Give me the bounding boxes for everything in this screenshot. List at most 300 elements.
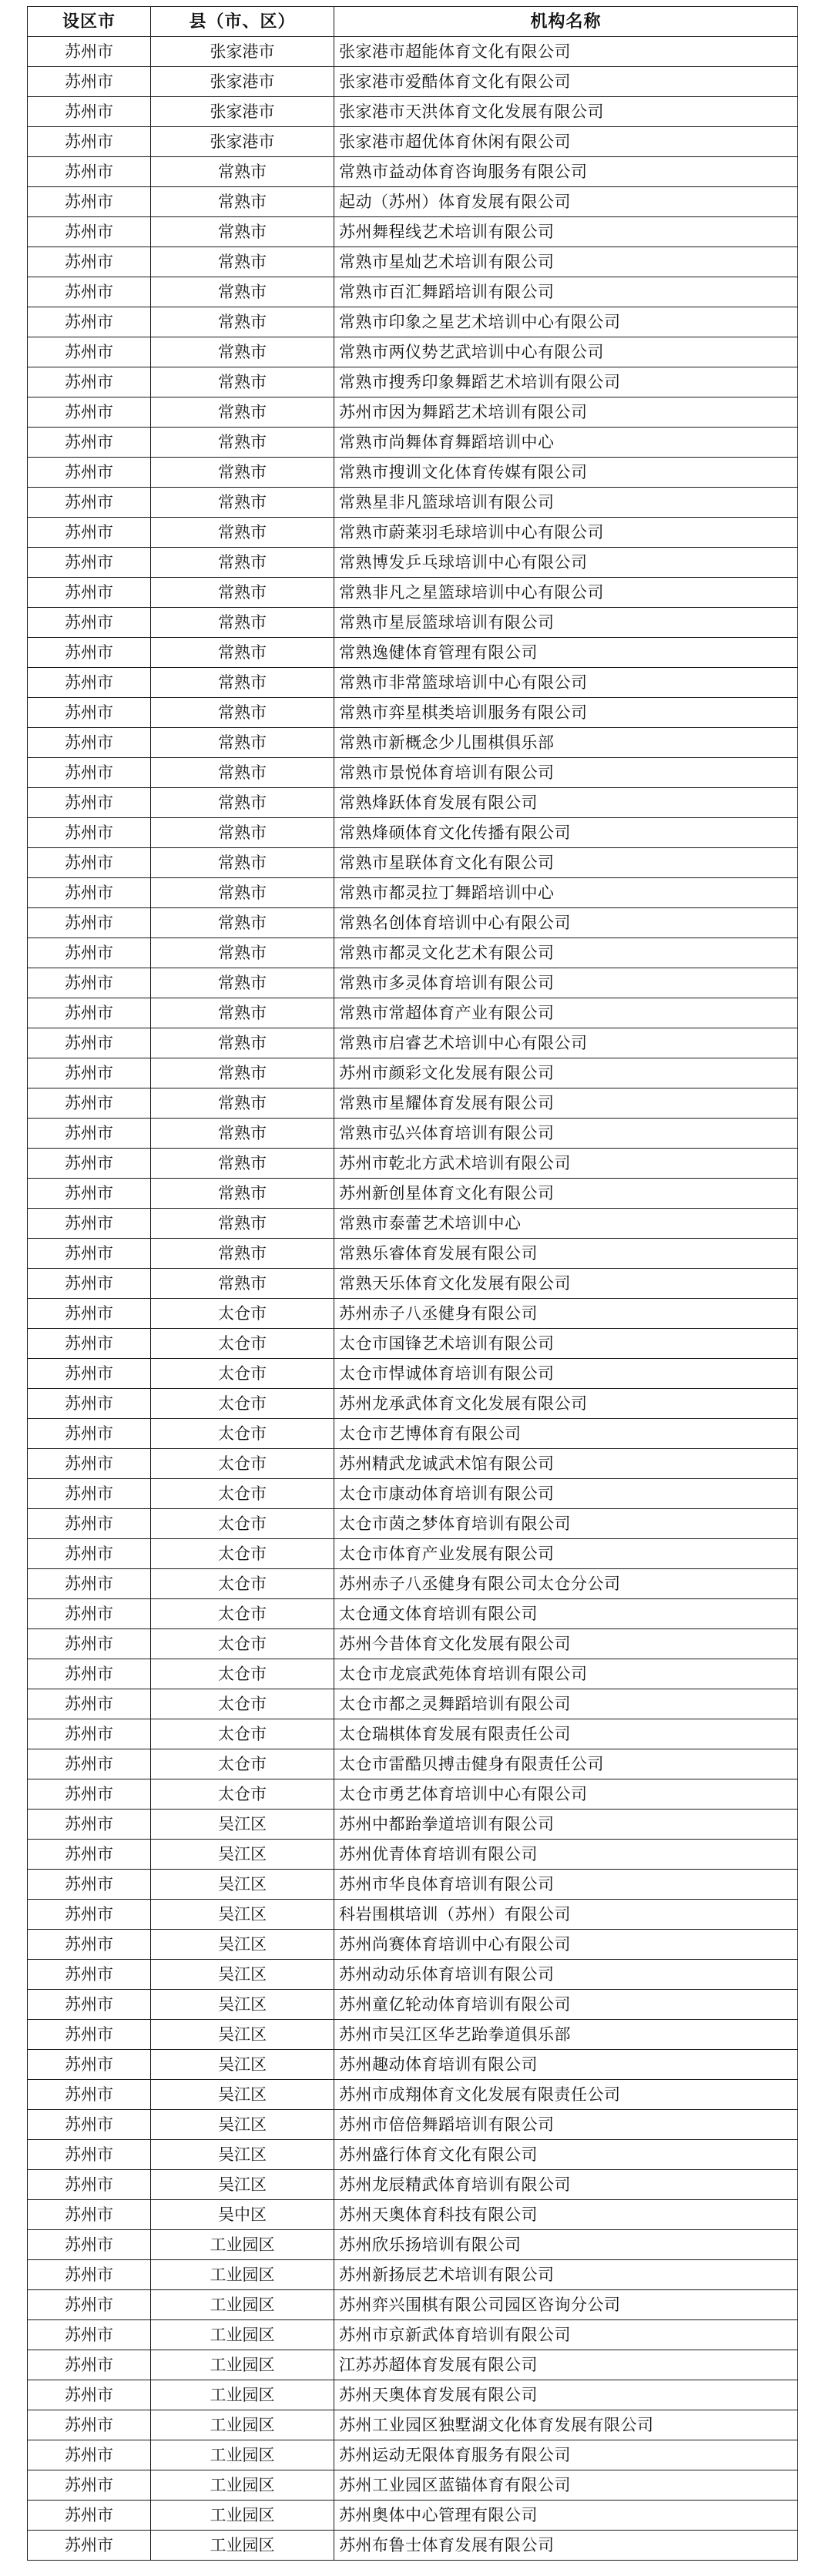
cell-city: 苏州市	[28, 1900, 151, 1930]
table-row	[28, 1299, 798, 1329]
cell-city: 苏州市	[28, 1749, 151, 1779]
cell-county: 吴江区	[151, 2110, 334, 2140]
cell-county: 常熟市	[151, 1058, 334, 1088]
table-row	[28, 1389, 798, 1419]
cell-county: 常熟市	[151, 1209, 334, 1239]
cell-org-name: 苏州市吴江区华艺跆拳道俱乐部	[334, 2020, 798, 2050]
cell-org-name: 苏州欣乐扬培训有限公司	[334, 2230, 798, 2260]
cell-org-name: 常熟市泰蕾艺术培训中心	[334, 1209, 798, 1239]
cell-city: 苏州市	[28, 1239, 151, 1269]
cell-city: 苏州市	[28, 1960, 151, 1990]
cell-county: 工业园区	[151, 2350, 334, 2380]
cell-city: 苏州市	[28, 127, 151, 157]
cell-org-name: 张家港市天洪体育文化发展有限公司	[334, 97, 798, 127]
cell-county: 工业园区	[151, 2320, 334, 2350]
cell-city: 苏州市	[28, 2020, 151, 2050]
cell-city: 苏州市	[28, 1569, 151, 1599]
cell-org-name: 苏州市京新武体育培训有限公司	[334, 2320, 798, 2350]
cell-org-name: 常熟博发乒乓球培训中心有限公司	[334, 548, 798, 578]
table-row	[28, 247, 798, 277]
table-row	[28, 337, 798, 367]
cell-city: 苏州市	[28, 1088, 151, 1119]
cell-city: 苏州市	[28, 1359, 151, 1389]
table-row	[28, 127, 798, 157]
cell-org-name: 常熟市常超体育产业有限公司	[334, 998, 798, 1028]
cell-org-name: 常熟市印象之星艺术培训中心有限公司	[334, 307, 798, 337]
table-row	[28, 2290, 798, 2320]
cell-org-name: 苏州龙辰精武体育培训有限公司	[334, 2170, 798, 2200]
cell-city: 苏州市	[28, 428, 151, 458]
cell-county: 张家港市	[151, 127, 334, 157]
cell-city: 苏州市	[28, 2440, 151, 2470]
table-row	[28, 1209, 798, 1239]
cell-org-name: 常熟逸健体育管理有限公司	[334, 638, 798, 668]
cell-county: 工业园区	[151, 2440, 334, 2470]
cell-org-name: 常熟烽跃体育发展有限公司	[334, 788, 798, 818]
cell-org-name: 太仓通文体育培训有限公司	[334, 1599, 798, 1629]
cell-org-name: 苏州趣动体育培训有限公司	[334, 2050, 798, 2080]
cell-org-name: 苏州工业园区独墅湖文化体育发展有限公司	[334, 2410, 798, 2440]
cell-city: 苏州市	[28, 2350, 151, 2380]
cell-county: 常熟市	[151, 217, 334, 247]
table-row	[28, 1990, 798, 2020]
cell-org-name: 常熟市星辰篮球培训有限公司	[334, 608, 798, 638]
cell-city: 苏州市	[28, 818, 151, 848]
cell-county: 常熟市	[151, 968, 334, 998]
table-row	[28, 1419, 798, 1449]
cell-county: 吴江区	[151, 1810, 334, 1840]
cell-county: 太仓市	[151, 1359, 334, 1389]
cell-county: 常熟市	[151, 668, 334, 698]
cell-org-name: 苏州市成翔体育文化发展有限责任公司	[334, 2080, 798, 2110]
table-row	[28, 1028, 798, 1058]
cell-org-name: 太仓市龙宸武苑体育培训有限公司	[334, 1659, 798, 1689]
cell-org-name: 常熟市非常篮球培训中心有限公司	[334, 668, 798, 698]
cell-city: 苏州市	[28, 2200, 151, 2230]
table-row	[28, 1930, 798, 1960]
header-county: 县（市、区）	[151, 7, 334, 37]
cell-county: 太仓市	[151, 1509, 334, 1539]
table-row	[28, 1840, 798, 1870]
cell-city: 苏州市	[28, 2170, 151, 2200]
cell-county: 常熟市	[151, 187, 334, 217]
table-row	[28, 1088, 798, 1119]
cell-county: 工业园区	[151, 2380, 334, 2410]
table-row	[28, 217, 798, 247]
table-row	[28, 97, 798, 127]
cell-county: 太仓市	[151, 1539, 334, 1569]
cell-org-name: 太仓市康动体育培训有限公司	[334, 1479, 798, 1509]
cell-county: 常熟市	[151, 998, 334, 1028]
table-row	[28, 2260, 798, 2290]
table-row	[28, 1179, 798, 1209]
cell-city: 苏州市	[28, 2410, 151, 2440]
cell-city: 苏州市	[28, 788, 151, 818]
cell-city: 苏州市	[28, 848, 151, 878]
cell-org-name: 常熟星非凡篮球培训有限公司	[334, 488, 798, 518]
table-row	[28, 397, 798, 428]
cell-city: 苏州市	[28, 337, 151, 367]
cell-city: 苏州市	[28, 878, 151, 908]
cell-city: 苏州市	[28, 1028, 151, 1058]
cell-city: 苏州市	[28, 2260, 151, 2290]
cell-org-name: 常熟烽硕体育文化传播有限公司	[334, 818, 798, 848]
cell-city: 苏州市	[28, 2110, 151, 2140]
table-row	[28, 1149, 798, 1179]
cell-county: 常熟市	[151, 277, 334, 307]
cell-city: 苏州市	[28, 277, 151, 307]
cell-org-name: 常熟市多灵体育培训有限公司	[334, 968, 798, 998]
cell-city: 苏州市	[28, 2230, 151, 2260]
table-row	[28, 2050, 798, 2080]
cell-county: 常熟市	[151, 878, 334, 908]
cell-city: 苏州市	[28, 458, 151, 488]
table-row	[28, 788, 798, 818]
cell-county: 太仓市	[151, 1389, 334, 1419]
cell-county: 吴江区	[151, 1870, 334, 1900]
cell-county: 吴江区	[151, 1840, 334, 1870]
cell-city: 苏州市	[28, 578, 151, 608]
cell-county: 工业园区	[151, 2470, 334, 2501]
table-header-row	[28, 7, 798, 37]
cell-org-name: 苏州工业园区蓝锚体育有限公司	[334, 2470, 798, 2501]
table-row	[28, 1779, 798, 1810]
table-row	[28, 1870, 798, 1900]
cell-county: 太仓市	[151, 1599, 334, 1629]
cell-org-name: 太仓市雷酷贝搏击健身有限责任公司	[334, 1749, 798, 1779]
cell-county: 工业园区	[151, 2230, 334, 2260]
cell-city: 苏州市	[28, 1870, 151, 1900]
cell-city: 苏州市	[28, 758, 151, 788]
cell-city: 苏州市	[28, 938, 151, 968]
cell-county: 常熟市	[151, 848, 334, 878]
cell-org-name: 苏州布鲁士体育发展有限公司	[334, 2531, 798, 2561]
table-row	[28, 1449, 798, 1479]
table-row	[28, 2410, 798, 2440]
cell-county: 工业园区	[151, 2531, 334, 2561]
cell-city: 苏州市	[28, 367, 151, 397]
cell-org-name: 苏州市因为舞蹈艺术培训有限公司	[334, 397, 798, 428]
cell-county: 太仓市	[151, 1419, 334, 1449]
cell-city: 苏州市	[28, 1629, 151, 1659]
cell-org-name: 苏州中都跆拳道培训有限公司	[334, 1810, 798, 1840]
table-row	[28, 1719, 798, 1749]
cell-city: 苏州市	[28, 1389, 151, 1419]
cell-org-name: 太仓市茵之梦体育培训有限公司	[334, 1509, 798, 1539]
cell-city: 苏州市	[28, 698, 151, 728]
cell-org-name: 苏州盛行体育文化有限公司	[334, 2140, 798, 2170]
table-row	[28, 2080, 798, 2110]
cell-city: 苏州市	[28, 518, 151, 548]
cell-city: 苏州市	[28, 1058, 151, 1088]
cell-county: 太仓市	[151, 1449, 334, 1479]
cell-county: 张家港市	[151, 37, 334, 67]
cell-org-name: 常熟市弘兴体育培训有限公司	[334, 1119, 798, 1149]
cell-city: 苏州市	[28, 97, 151, 127]
cell-org-name: 苏州赤子八丞健身有限公司太仓分公司	[334, 1569, 798, 1599]
cell-county: 常熟市	[151, 578, 334, 608]
cell-county: 常熟市	[151, 157, 334, 187]
cell-org-name: 苏州天奥体育科技有限公司	[334, 2200, 798, 2230]
cell-city: 苏州市	[28, 1930, 151, 1960]
table-row	[28, 2110, 798, 2140]
cell-org-name: 苏州新创星体育文化有限公司	[334, 1179, 798, 1209]
cell-org-name: 常熟天乐体育文化发展有限公司	[334, 1269, 798, 1299]
table-row	[28, 2140, 798, 2170]
header-city: 设区市	[28, 7, 151, 37]
cell-county: 太仓市	[151, 1689, 334, 1719]
table-row	[28, 488, 798, 518]
table-row	[28, 818, 798, 848]
cell-county: 常熟市	[151, 1149, 334, 1179]
table-row	[28, 2380, 798, 2410]
cell-city: 苏州市	[28, 397, 151, 428]
cell-city: 苏州市	[28, 157, 151, 187]
table-row	[28, 367, 798, 397]
cell-org-name: 张家港市超能体育文化有限公司	[334, 37, 798, 67]
cell-county: 常熟市	[151, 247, 334, 277]
cell-org-name: 苏州天奥体育发展有限公司	[334, 2380, 798, 2410]
cell-county: 常熟市	[151, 818, 334, 848]
table-body	[28, 37, 798, 2561]
table-row	[28, 2020, 798, 2050]
table-row	[28, 2501, 798, 2531]
table-row	[28, 2531, 798, 2561]
cell-county: 吴中区	[151, 2200, 334, 2230]
table-row	[28, 1239, 798, 1269]
table-row	[28, 1479, 798, 1509]
cell-county: 工业园区	[151, 2501, 334, 2531]
cell-county: 常熟市	[151, 1119, 334, 1149]
cell-org-name: 苏州市乾北方武术培训有限公司	[334, 1149, 798, 1179]
table-row	[28, 668, 798, 698]
cell-county: 常熟市	[151, 307, 334, 337]
table-row	[28, 1629, 798, 1659]
cell-org-name: 太仓市艺博体育有限公司	[334, 1419, 798, 1449]
table-row	[28, 67, 798, 97]
cell-county: 吴江区	[151, 2080, 334, 2110]
table-row	[28, 1119, 798, 1149]
cell-city: 苏州市	[28, 1659, 151, 1689]
cell-county: 工业园区	[151, 2410, 334, 2440]
cell-org-name: 苏州市颜彩文化发展有限公司	[334, 1058, 798, 1088]
cell-org-name: 常熟市启睿艺术培训中心有限公司	[334, 1028, 798, 1058]
table-row	[28, 728, 798, 758]
cell-org-name: 常熟市弈星棋类培训服务有限公司	[334, 698, 798, 728]
table-row	[28, 1599, 798, 1629]
cell-city: 苏州市	[28, 2050, 151, 2080]
cell-city: 苏州市	[28, 1779, 151, 1810]
cell-city: 苏州市	[28, 1810, 151, 1840]
table-row	[28, 1509, 798, 1539]
cell-city: 苏州市	[28, 908, 151, 938]
cell-county: 常熟市	[151, 458, 334, 488]
cell-county: 太仓市	[151, 1299, 334, 1329]
cell-city: 苏州市	[28, 968, 151, 998]
cell-org-name: 苏州今昔体育文化发展有限公司	[334, 1629, 798, 1659]
cell-org-name: 苏州动动乐体育培训有限公司	[334, 1960, 798, 1990]
table-row	[28, 998, 798, 1028]
table-row	[28, 848, 798, 878]
cell-org-name: 苏州运动无限体育服务有限公司	[334, 2440, 798, 2470]
cell-city: 苏州市	[28, 638, 151, 668]
cell-org-name: 苏州奥体中心管理有限公司	[334, 2501, 798, 2531]
cell-city: 苏州市	[28, 548, 151, 578]
table-row	[28, 2440, 798, 2470]
cell-city: 苏州市	[28, 1329, 151, 1359]
cell-county: 吴江区	[151, 1960, 334, 1990]
table-row	[28, 2170, 798, 2200]
cell-org-name: 常熟市星耀体育发展有限公司	[334, 1088, 798, 1119]
cell-county: 太仓市	[151, 1659, 334, 1689]
table-row	[28, 548, 798, 578]
table-row	[28, 157, 798, 187]
cell-county: 常熟市	[151, 758, 334, 788]
table-row	[28, 1659, 798, 1689]
cell-city: 苏州市	[28, 2320, 151, 2350]
organization-table	[27, 6, 798, 2561]
table-row	[28, 277, 798, 307]
cell-county: 太仓市	[151, 1479, 334, 1509]
cell-org-name: 科岩围棋培训（苏州）有限公司	[334, 1900, 798, 1930]
cell-county: 太仓市	[151, 1749, 334, 1779]
cell-city: 苏州市	[28, 1419, 151, 1449]
cell-city: 苏州市	[28, 37, 151, 67]
cell-org-name: 江苏苏超体育发展有限公司	[334, 2350, 798, 2380]
cell-city: 苏州市	[28, 998, 151, 1028]
cell-org-name: 苏州舞程线艺术培训有限公司	[334, 217, 798, 247]
cell-org-name: 常熟市景悦体育培训有限公司	[334, 758, 798, 788]
table-row	[28, 758, 798, 788]
cell-org-name: 常熟市都灵文化艺术有限公司	[334, 938, 798, 968]
cell-org-name: 苏州新扬辰艺术培训有限公司	[334, 2260, 798, 2290]
table-row	[28, 2350, 798, 2380]
cell-county: 常熟市	[151, 548, 334, 578]
cell-county: 常熟市	[151, 367, 334, 397]
cell-county: 常熟市	[151, 1239, 334, 1269]
cell-org-name: 太仓市悍诚体育培训有限公司	[334, 1359, 798, 1389]
cell-org-name: 苏州弈兴围棋有限公司园区咨询分公司	[334, 2290, 798, 2320]
cell-county: 常熟市	[151, 1088, 334, 1119]
table-row	[28, 1359, 798, 1389]
cell-county: 吴江区	[151, 2050, 334, 2080]
cell-city: 苏州市	[28, 1209, 151, 1239]
cell-city: 苏州市	[28, 1299, 151, 1329]
cell-org-name: 苏州优青体育培训有限公司	[334, 1840, 798, 1870]
cell-city: 苏州市	[28, 2501, 151, 2531]
cell-org-name: 起动（苏州）体育发展有限公司	[334, 187, 798, 217]
cell-city: 苏州市	[28, 1719, 151, 1749]
cell-org-name: 常熟乐睿体育发展有限公司	[334, 1239, 798, 1269]
cell-county: 常熟市	[151, 788, 334, 818]
cell-county: 常熟市	[151, 1269, 334, 1299]
cell-county: 吴江区	[151, 1990, 334, 2020]
table-row	[28, 1810, 798, 1840]
cell-org-name: 常熟市百汇舞蹈培训有限公司	[334, 277, 798, 307]
cell-city: 苏州市	[28, 668, 151, 698]
cell-org-name: 常熟市星联体育文化有限公司	[334, 848, 798, 878]
table-row	[28, 878, 798, 908]
cell-city: 苏州市	[28, 2140, 151, 2170]
cell-org-name: 张家港市爱酷体育文化有限公司	[334, 67, 798, 97]
cell-org-name: 苏州市华良体育培训有限公司	[334, 1870, 798, 1900]
table-row	[28, 1569, 798, 1599]
table-row	[28, 1329, 798, 1359]
cell-county: 常熟市	[151, 908, 334, 938]
table-row	[28, 1689, 798, 1719]
cell-city: 苏州市	[28, 1119, 151, 1149]
cell-county: 常熟市	[151, 397, 334, 428]
cell-city: 苏州市	[28, 1840, 151, 1870]
table-row	[28, 1960, 798, 1990]
cell-org-name: 苏州龙承武体育文化发展有限公司	[334, 1389, 798, 1419]
cell-city: 苏州市	[28, 2531, 151, 2561]
cell-org-name: 常熟市两仪势艺武培训中心有限公司	[334, 337, 798, 367]
cell-county: 吴江区	[151, 1900, 334, 1930]
cell-org-name: 常熟市都灵拉丁舞蹈培训中心	[334, 878, 798, 908]
cell-county: 吴江区	[151, 2020, 334, 2050]
cell-county: 常熟市	[151, 1179, 334, 1209]
cell-org-name: 常熟市搜秀印象舞蹈艺术培训有限公司	[334, 367, 798, 397]
cell-city: 苏州市	[28, 247, 151, 277]
cell-org-name: 太仓市都之灵舞蹈培训有限公司	[334, 1689, 798, 1719]
table-row	[28, 307, 798, 337]
cell-city: 苏州市	[28, 1689, 151, 1719]
cell-org-name: 太仓市国锋艺术培训有限公司	[334, 1329, 798, 1359]
cell-org-name: 苏州精武龙诚武术馆有限公司	[334, 1449, 798, 1479]
table-row	[28, 2320, 798, 2350]
table-row	[28, 608, 798, 638]
cell-county: 张家港市	[151, 67, 334, 97]
cell-city: 苏州市	[28, 2290, 151, 2320]
cell-city: 苏州市	[28, 1179, 151, 1209]
table-row	[28, 578, 798, 608]
cell-county: 常熟市	[151, 938, 334, 968]
cell-county: 太仓市	[151, 1329, 334, 1359]
cell-county: 常熟市	[151, 698, 334, 728]
table-row	[28, 1900, 798, 1930]
cell-county: 常熟市	[151, 728, 334, 758]
cell-county: 太仓市	[151, 1569, 334, 1599]
cell-city: 苏州市	[28, 1539, 151, 1569]
cell-county: 吴江区	[151, 2140, 334, 2170]
cell-county: 吴江区	[151, 2170, 334, 2200]
cell-city: 苏州市	[28, 2470, 151, 2501]
cell-org-name: 常熟市新概念少儿围棋俱乐部	[334, 728, 798, 758]
header-org-name: 机构名称	[334, 7, 798, 37]
cell-city: 苏州市	[28, 1269, 151, 1299]
cell-org-name: 常熟市星灿艺术培训有限公司	[334, 247, 798, 277]
cell-city: 苏州市	[28, 728, 151, 758]
cell-org-name: 太仓市体育产业发展有限公司	[334, 1539, 798, 1569]
table-row	[28, 1269, 798, 1299]
table-row	[28, 37, 798, 67]
cell-city: 苏州市	[28, 1449, 151, 1479]
cell-city: 苏州市	[28, 67, 151, 97]
cell-county: 常熟市	[151, 337, 334, 367]
cell-county: 太仓市	[151, 1779, 334, 1810]
cell-county: 吴江区	[151, 1930, 334, 1960]
cell-county: 太仓市	[151, 1719, 334, 1749]
table-row	[28, 1058, 798, 1088]
cell-city: 苏州市	[28, 1509, 151, 1539]
cell-county: 工业园区	[151, 2260, 334, 2290]
cell-city: 苏州市	[28, 608, 151, 638]
table-row	[28, 638, 798, 668]
cell-org-name: 常熟非凡之星篮球培训中心有限公司	[334, 578, 798, 608]
cell-city: 苏州市	[28, 1599, 151, 1629]
cell-city: 苏州市	[28, 307, 151, 337]
